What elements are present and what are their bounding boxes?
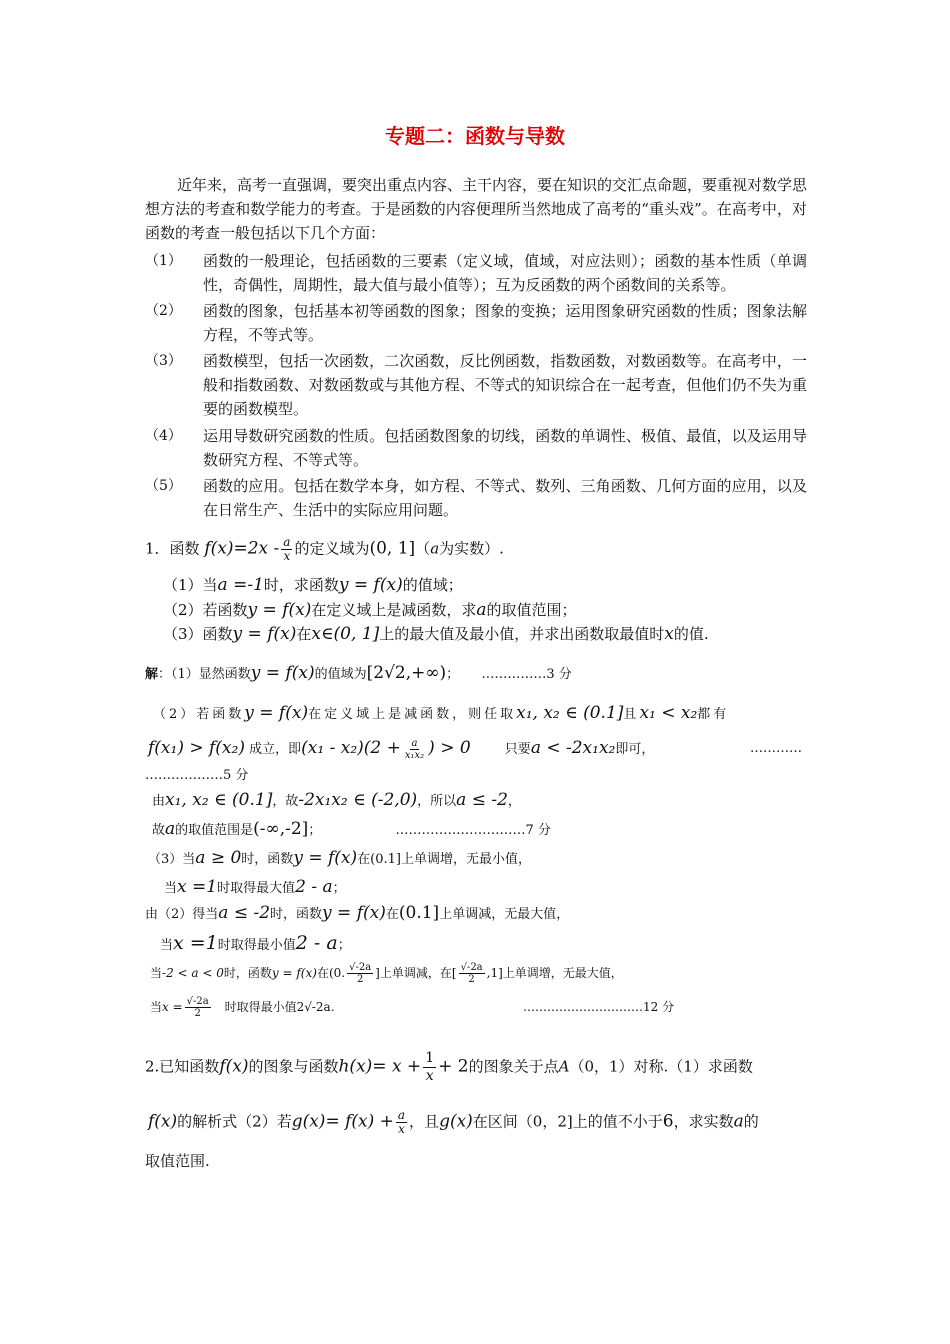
solution-line-4: ………………5 分 xyxy=(145,768,249,783)
aspect-number: （2） xyxy=(145,303,182,319)
aspect-text: 函数的一般理论，包括函数的三要素（定义域，值域，对应法则）；函数的基本性质（单调性，奇偶性，周期性，最大值与最小值等）；互为反函数的两个函数间的关系等。 xyxy=(203,252,807,294)
solution-dots: …………………………12 分 xyxy=(523,1000,675,1014)
solution-line-12: 当x = $\frac{√-2a}{2}$ 时取得最小值2√-2a. xyxy=(150,996,335,1019)
problem-2-line-2: f(x)的解析式（2）若g(x)= f(x) + $\frac{a}{x}$ ，且g(x)在区间（0，2]上的值不小于6，求实数a的 xyxy=(148,1108,759,1136)
aspect-text: 函数模型，包括一次函数，二次函数，反比例函数，指数函数，对数函数等。在高考中，一般和指数函数、对数函数或与其他方程、不等式的知识综合在一起考查，但他们仍不失为重要的函数模型。 xyxy=(203,352,807,418)
problem-2-line-3: 取值范围. xyxy=(145,1152,210,1170)
aspect-text: 运用导数研究函数的性质。包括函数图象的切线，函数的单调性、极值、最值，以及运用导数研究方程、不等式等。 xyxy=(203,427,807,469)
problem-1-heading: 1．函数 f(x)=2x - $\frac{a}{x}$ 的定义域为(0, 1]（a为实数）. xyxy=(145,535,504,563)
solution-line-5: 由x₁, x₂ ∈ (0.1]，故-2x₁x₂ ∈ (-2,0)，所以a ≤ -2， xyxy=(152,790,521,810)
solution-line-3: f(x₁) > f(x₂) 成立，即(x₁ - x₂)(2 + $\frac{a}{\text{x₁x₂}}$ ) > 0 只要a < -2x₁x₂即可， xyxy=(148,738,655,761)
problem-2-line-1: 2.已知函数f(x)的图象与函数h(x)= x + $\frac{1}{x}$ + 2的图象关于点A（0，1）对称.（1）求函数 xyxy=(145,1050,753,1084)
fraction-a-over-x: $\frac{a}{x}$ xyxy=(283,535,291,563)
solution-line-7: （3）当a ≥ 0时，函数y = f(x)在(0.1]上单调增，无最小值， xyxy=(148,848,531,868)
aspect-text: 函数的应用。包括在数学本身，如方程、不等式、数列、三角函数、几何方面的应用，以及在日常生产、生活中的实际应用问题。 xyxy=(203,477,807,519)
solution-line-1: 解：（1）显然函数y = f(x)的值域为[2√2,+∞)； ……………3 分 xyxy=(145,663,572,683)
aspect-text: 函数的图象，包括基本初等函数的图象；图象的变换；运用图象研究函数的性质；图象法解方程，不等式等。 xyxy=(203,302,807,344)
problem-1-part-1: （1）当a =-1时，求函数y = f(x)的值域； xyxy=(163,575,463,595)
aspect-number: （3） xyxy=(145,353,182,369)
solution-dots: ………… xyxy=(750,741,802,756)
aspect-number: （4） xyxy=(145,428,182,444)
solution-line-10: 当x =1时取得最小值2 - a； xyxy=(160,932,351,954)
aspect-number: （1） xyxy=(145,253,182,269)
solution-line-11: 当-2 < a < 0时，函数y = f(x)在(0. $\frac{√-2a}{2}$ ]上单调减，在[ $\frac{√-2a}{2}$ ,1]上单调增，无最大值， xyxy=(150,962,623,985)
solution-line-8: 当x =1时取得最大值2 - a； xyxy=(164,877,346,897)
problem-1-part-2: （2）若函数y = f(x)在定义域上是减函数，求a的取值范围； xyxy=(163,600,577,620)
page-title: 专题二：函数与导数 xyxy=(385,124,565,148)
solution-line-2: （2）若函数y = f(x)在定义域上是减函数，则任取x₁, x₂ ∈ (0.1]且x₁ < x₂都有 xyxy=(153,703,730,723)
solution-line-9: 由（2）得当a ≤ -2时，函数y = f(x)在(0.1]上单调减，无最大值， xyxy=(145,903,570,923)
intro-paragraph: 近年来，高考一直强调，要突出重点内容、主干内容，要在知识的交汇点命题，要重视对数学思想方法的考查和数学能力的考查。于是函数的内容便理所当然地成了高考的“重头戏”。在高考中，对函数的考查一般包括以下几个方面： xyxy=(145,176,808,242)
solution-line-6: 故a的取值范围是(-∞,-2]； …………………………7 分 xyxy=(152,819,551,839)
aspect-number: （5） xyxy=(145,478,182,494)
problem-1-part-3: （3）函数y = f(x)在x∈(0, 1]上的最大值及最小值，并求出函数取最值时x的值. xyxy=(163,624,709,644)
